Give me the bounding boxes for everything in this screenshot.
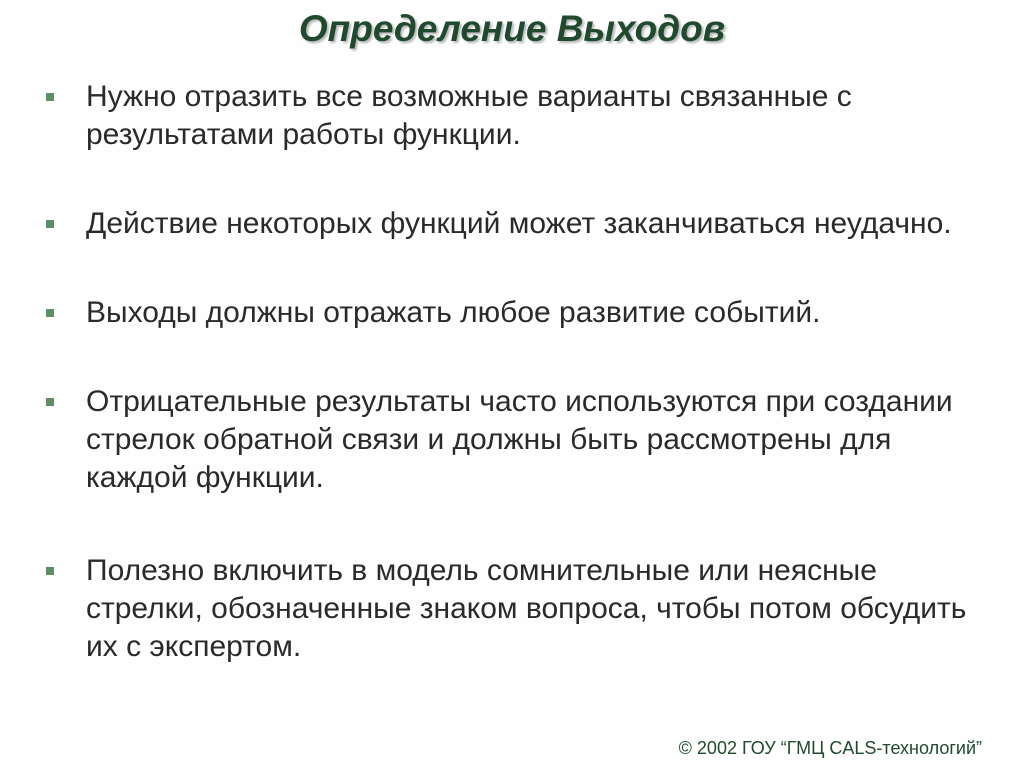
- bullet-list: [40, 78, 1000, 717]
- square-bullet-icon: [46, 567, 54, 575]
- bullet-text: Действие некоторых функций может заканчиваться неудачно.: [86, 207, 952, 240]
- square-bullet-icon: [46, 220, 54, 228]
- bullet-text: Полезно включить в модель сомнительные или неясные стрелки, обозначенные знаком вопроса, чтобы потом обсудить их с экспертом.: [86, 554, 967, 663]
- copyright-footer: © 2002 ГОУ “ГМЦ CALS-технологий”: [678, 738, 982, 758]
- bullet-text: Отрицательные результаты часто используются при создании стрелок обратной связи и должны быть рассмотрены для каждой функции.: [86, 385, 953, 494]
- bullet-item: [40, 552, 1000, 666]
- bullet-item: [40, 205, 1000, 243]
- square-bullet-icon: [46, 398, 54, 406]
- bullet-text: Нужно отразить все возможные варианты связанные с результатами работы функции.: [86, 80, 852, 151]
- bullet-text: Выходы должны отражать любое развитие событий.: [86, 296, 821, 329]
- slide-title: Определение Выходов: [298, 8, 726, 49]
- square-bullet-icon: [46, 309, 54, 317]
- bullet-item: [40, 294, 1000, 332]
- bullet-item: [40, 383, 1000, 497]
- square-bullet-icon: [46, 93, 54, 101]
- bullet-item: [40, 78, 1000, 154]
